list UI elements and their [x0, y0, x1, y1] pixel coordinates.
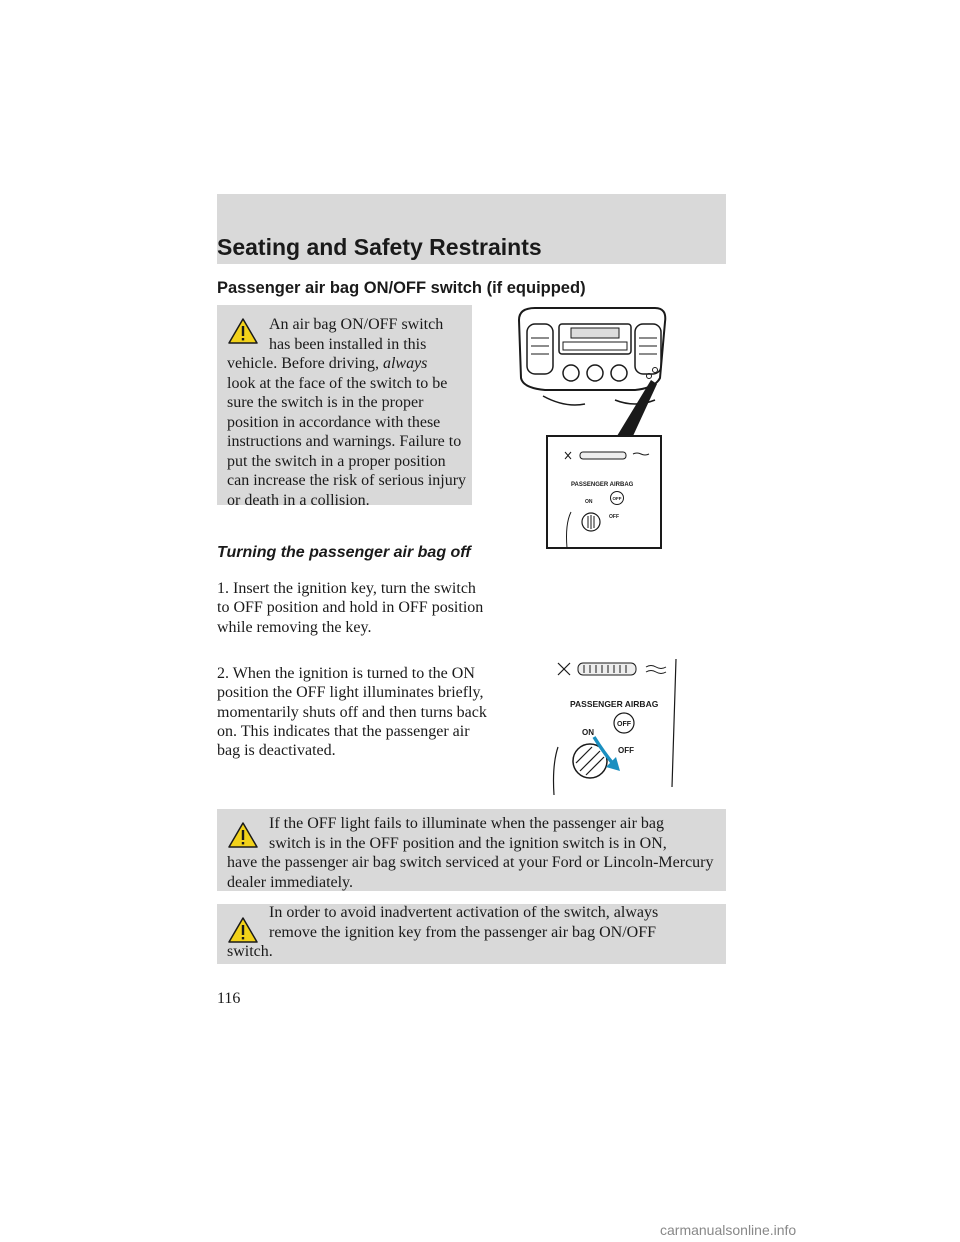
warning-line: remove the ignition key from the passenger air bag ON/OFF: [269, 923, 657, 941]
figure2-off-light: OFF: [617, 721, 631, 728]
warning-line: has been installed in this: [269, 335, 427, 353]
figure2-off-position: OFF: [618, 746, 634, 755]
warning-rest: look at the face of the switch to be sure the switch is in the proper position in accordance with these instructions and warnings. Failure to put the switch in a proper position can increase the risk of serious injury or death in a collision.: [227, 374, 467, 509]
figure1-on: ON: [585, 499, 593, 505]
warning-emphasis: always: [382, 355, 428, 372]
page-number: 116: [217, 990, 241, 1007]
warning-text-3: [227, 903, 722, 962]
warning-line: An air bag ON/OFF switch: [269, 316, 444, 333]
warning-box-2: [217, 809, 726, 891]
warning-box-1: [217, 305, 472, 509]
switch-closeup-figure: [540, 655, 690, 795]
figure2-on: ON: [582, 728, 594, 737]
warning-text-1: [227, 315, 467, 510]
warning-line-text: vehicle. Before driving,: [227, 355, 383, 372]
step-1: 1. Insert the ignition key, turn the switch to OFF position and hold in OFF position while removing the key.: [217, 580, 484, 636]
warning-line: switch is in the OFF position and the ignition switch is in ON,: [269, 834, 667, 852]
dashboard-switch-figure: [505, 300, 670, 552]
warning-line: If the OFF light fails to illuminate when the passenger air bag: [269, 815, 665, 832]
figure1-off-position: OFF: [609, 514, 619, 520]
figure2-label: PASSENGER AIRBAG: [570, 699, 659, 709]
section-title: Seating and Safety Restraints: [217, 234, 542, 260]
watermark[interactable]: carmanualsonline.info: [660, 1222, 797, 1238]
subheading: Turning the passenger air bag off: [217, 544, 471, 561]
step-2: 2. When the ignition is turned to the ON position the OFF light illuminates briefly, momentarily shuts off and then turns back on. This indicates that the passenger air bag is deactivated.: [217, 665, 487, 760]
warning-rest: switch.: [227, 943, 273, 960]
warning-box-3: [217, 904, 726, 964]
figure1-label: PASSENGER AIRBAG: [571, 482, 634, 488]
warning-text-2: [227, 814, 722, 892]
figure1-off-light: OFF: [612, 496, 622, 501]
warning-line: In order to avoid inadvertent activation of the switch, always: [269, 904, 659, 921]
page-heading: Passenger air bag ON/OFF switch (if equipped): [217, 279, 586, 297]
warning-rest: have the passenger air bag switch serviced at your Ford or Lincoln-Mercury dealer immediately.: [227, 854, 714, 891]
warning-line: [227, 354, 467, 374]
